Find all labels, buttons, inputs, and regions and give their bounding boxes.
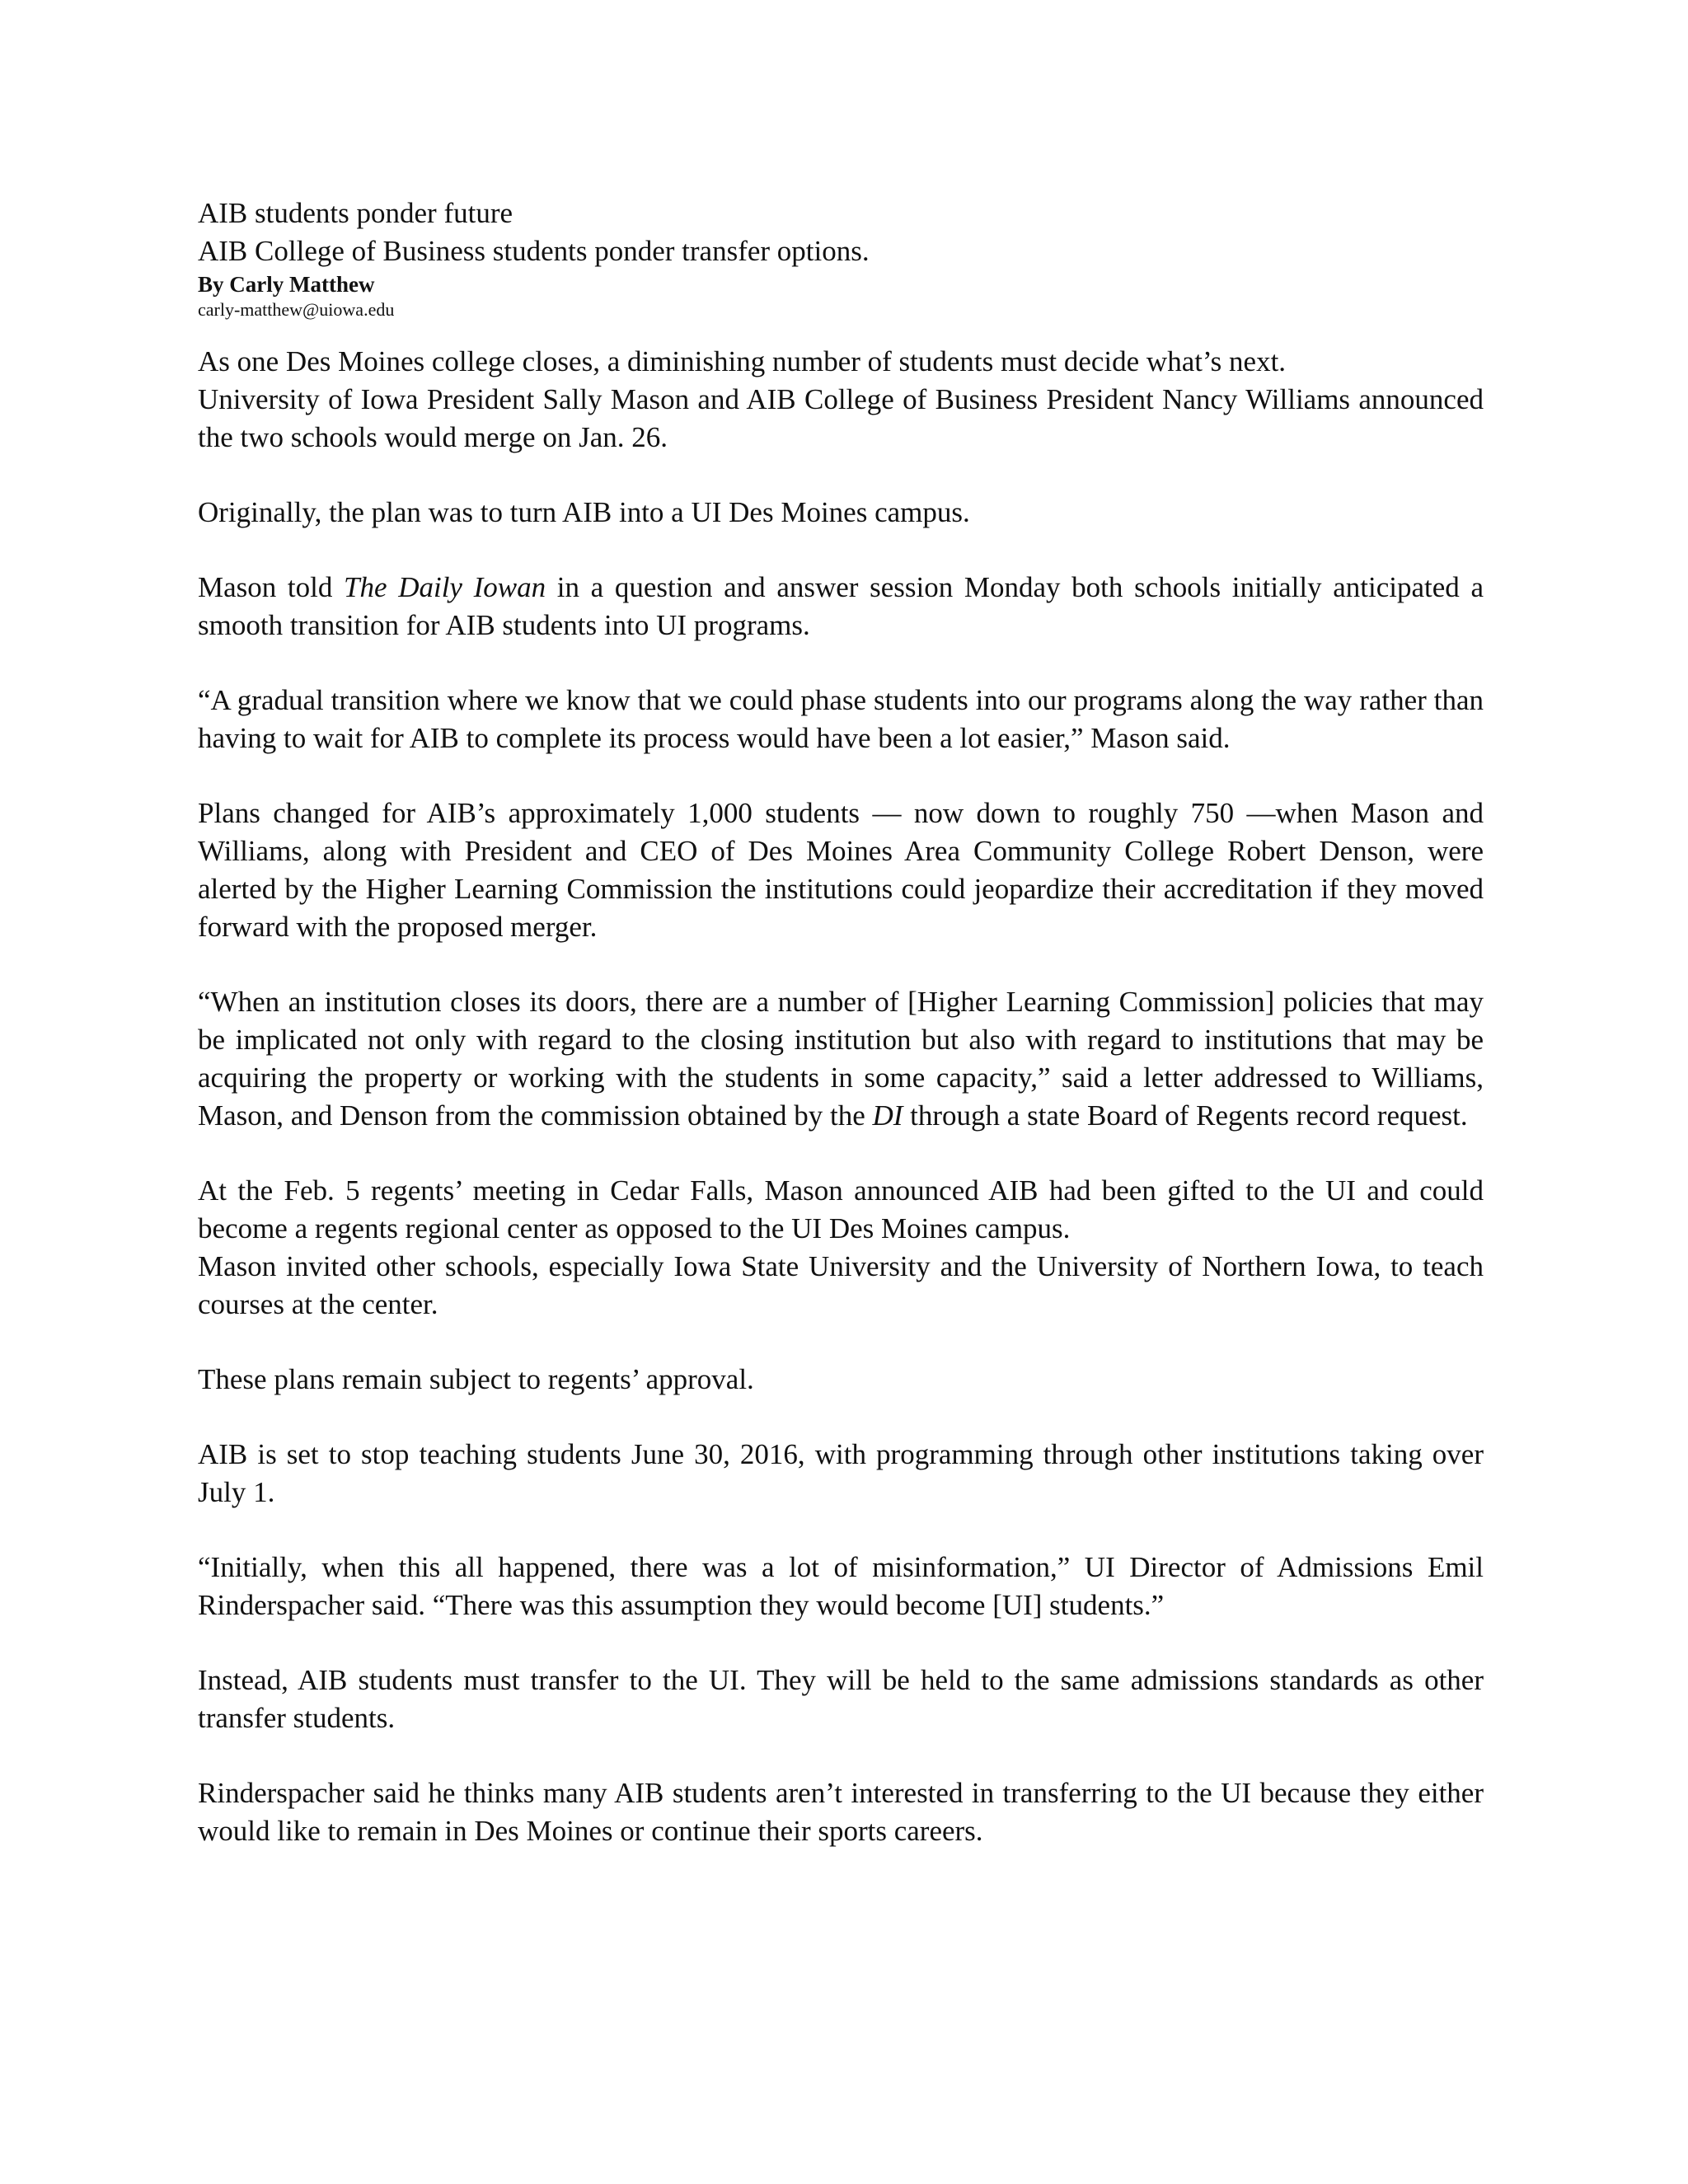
publication-name: The Daily Iowan	[344, 571, 546, 603]
paragraph-2: Originally, the plan was to turn AIB into a UI Des Moines campus.	[198, 496, 970, 528]
paragraph-3-post: in a question and answer session Monday both schools initially anticipated a smooth transition for AIB students into UI programs.	[198, 571, 1484, 641]
paragraph-10: “Initially, when this all happened, there was a lot of misinformation,” UI Director of Admissions Emil Rinderspacher said. “There was this assumption they would become [UI] students.”	[198, 1551, 1484, 1621]
paragraph-6-pre: “When an institution closes its doors, there are a number of [Higher Learning Commission] policies that may be implicated not only with regard to the closing institution but also with regard to institutions that may be acquiring the property or working with the students in some capacity,” said a letter addressed to Williams, Mason, and Denson from the commission obtained by the	[198, 986, 1484, 1132]
paragraph-3-pre: Mason told	[198, 571, 345, 603]
paragraph-4: “A gradual transition where we know that we could phase students into our programs along the way rather than having to wait for AIB to complete its process would have been a lot easier,” Mason said.	[198, 684, 1484, 754]
paragraph-6	[198, 983, 1484, 1135]
headline: AIB students ponder future	[198, 197, 513, 229]
paragraph-8: These plans remain subject to regents’ approval.	[198, 1363, 754, 1395]
paragraph-5: Plans changed for AIB’s approximately 1,000 students — now down to roughly 750 —when Mason and Williams, along with President and CEO of Des Moines Area Community College Robert Denson, were alerted by the Higher Learning Commission the institutions could jeopardize their accreditation if they moved forward with the proposed merger.	[198, 797, 1484, 943]
byline: By Carly Matthew	[198, 272, 375, 297]
subheadline: AIB College of Business students ponder transfer options.	[198, 235, 870, 267]
publication-abbrev: DI	[872, 1099, 903, 1132]
paragraph-1a: As one Des Moines college closes, a diminishing number of students must decide what’s next.	[198, 345, 1287, 377]
paragraph-7b: Mason invited other schools, especially Iowa State University and the University of Northern Iowa, to teach courses at the center.	[198, 1250, 1484, 1320]
paragraph-12: Rinderspacher said he thinks many AIB students aren’t interested in transferring to the UI because they either would like to remain in Des Moines or continue their sports careers.	[198, 1777, 1484, 1847]
author-email: carly-matthew@uiowa.edu	[198, 299, 395, 320]
paragraph-9: AIB is set to stop teaching students June 30, 2016, with programming through other institutions taking over July 1.	[198, 1438, 1484, 1508]
paragraph-1b: University of Iowa President Sally Mason and AIB College of Business President Nancy Williams announced the two schools would merge on Jan. 26.	[198, 383, 1484, 453]
paragraph-11: Instead, AIB students must transfer to the UI. They will be held to the same admissions standards as other transfer students.	[198, 1664, 1484, 1734]
paragraph-6-post: through a state Board of Regents record request.	[903, 1099, 1468, 1132]
paragraph-3	[198, 569, 1484, 644]
article-page	[198, 194, 1484, 1887]
paragraph-7a: At the Feb. 5 regents’ meeting in Cedar Falls, Mason announced AIB had been gifted to the UI and could become a regents regional center as opposed to the UI Des Moines campus.	[198, 1174, 1484, 1244]
